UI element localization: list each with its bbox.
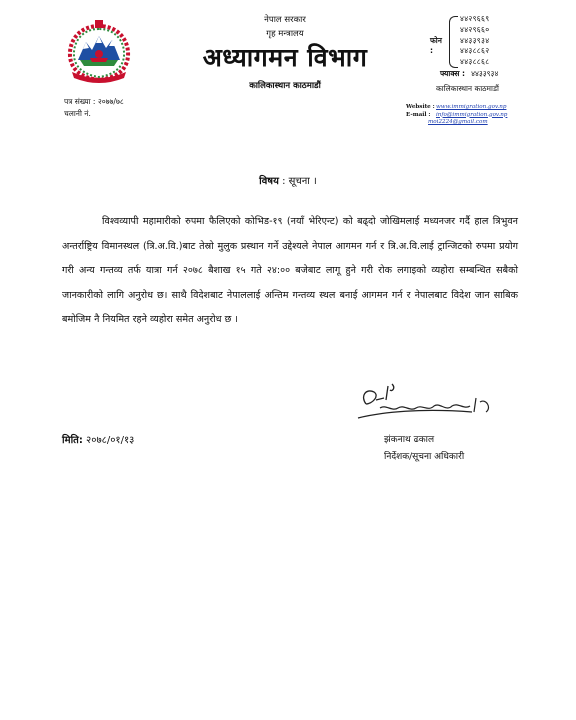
government-name: नेपाल सरकार xyxy=(264,15,306,25)
office-location-right: कालिकास्थान काठमाडौं xyxy=(436,84,499,93)
fax-number: ४४३३९३४ xyxy=(471,69,499,78)
reference-block xyxy=(64,96,124,120)
notice-body xyxy=(62,210,518,333)
subject-separator: : xyxy=(278,176,289,187)
phone-number: ४४२९६६९ xyxy=(460,14,490,23)
date-label: मिति: xyxy=(62,435,83,446)
phone-label: फोन : xyxy=(430,36,442,55)
phone-number: ४४३८८६८ xyxy=(460,57,490,67)
letter-number: पत्र संख्या : २०७७/७८ xyxy=(64,97,124,106)
phone-number: ४४३३९३४ xyxy=(460,35,490,45)
brace-icon xyxy=(449,16,458,68)
date-value: २०७८/०१/१३ xyxy=(86,435,135,446)
dispatch-number: चलानी नं. xyxy=(64,109,91,118)
phone-number: ४४२९६६० xyxy=(460,24,490,34)
phone-number: ४४३८८६२ xyxy=(460,46,490,56)
office-location: कालिकास्थान काठमाडौं xyxy=(249,81,321,91)
signer-title: निर्देशक/सूचना अधिकारी xyxy=(384,452,465,462)
department-name: अध्यागमन विभाग xyxy=(202,43,368,72)
subject-text: सूचना । xyxy=(288,176,317,187)
fax-row xyxy=(440,69,498,79)
signer-name: झंकनाथ ढकाल xyxy=(384,435,435,445)
ministry-name: गृह मन्त्रालय xyxy=(266,29,304,39)
website-label: Website : xyxy=(406,104,435,110)
subject-line xyxy=(0,173,576,187)
notice-date xyxy=(62,432,134,446)
email-link-secondary[interactable]: moi2224@gmail.com xyxy=(428,119,488,125)
email-link[interactable]: info@immigration.gov.np xyxy=(436,111,508,118)
website-link[interactable]: www.immigration.gov.np xyxy=(436,104,507,110)
email-label: E-mail : xyxy=(406,111,431,118)
web-contact-block xyxy=(406,104,507,127)
signer-block xyxy=(384,432,464,466)
handwritten-signature-icon xyxy=(352,378,512,430)
nepal-emblem-icon xyxy=(64,18,134,86)
letterhead xyxy=(160,14,410,91)
fax-label: फ्याक्स : xyxy=(440,69,466,78)
phone-list xyxy=(460,14,489,68)
body-paragraph: विश्वव्यापी महामारीको रुपमा फैलिएको कोभिड-१९ (नयाँ भेरिएन्ट) को बढ्दो जोखिमलाई मध्यनजर गर्दै हाल त्रिभुवन अन्तर्राष्ट्रिय विमानस्थल (त्रि.अ.वि.)बाट तेस्रो मुलुक प्रस्थान गर्ने उद्देश्यले नेपाल आगमन गर्न र त्रि.अ.वि.लाई ट्रान्जिटको रुपमा प्रयोग गरी अन्य गन्तव्य तर्फ यात्रा गर्न २०७८ बैशाख १५ गते २४:०० बजेबाट लागू हुने गरी रोक लगाइको व्यहोरा सम्बन्धित सबैको जानकारीको लागि अनुरोध छ। साथै विदेशबाट नेपाललाई अन्तिम गन्तव्य स्थल बनाई आगमन गर्न र नेपालबाट विदेश जान साबिक बमोजिम नै नियमित रहने व्यहोरा समेत अनुरोध छ । xyxy=(62,216,518,325)
subject-label: विषय xyxy=(259,176,279,187)
